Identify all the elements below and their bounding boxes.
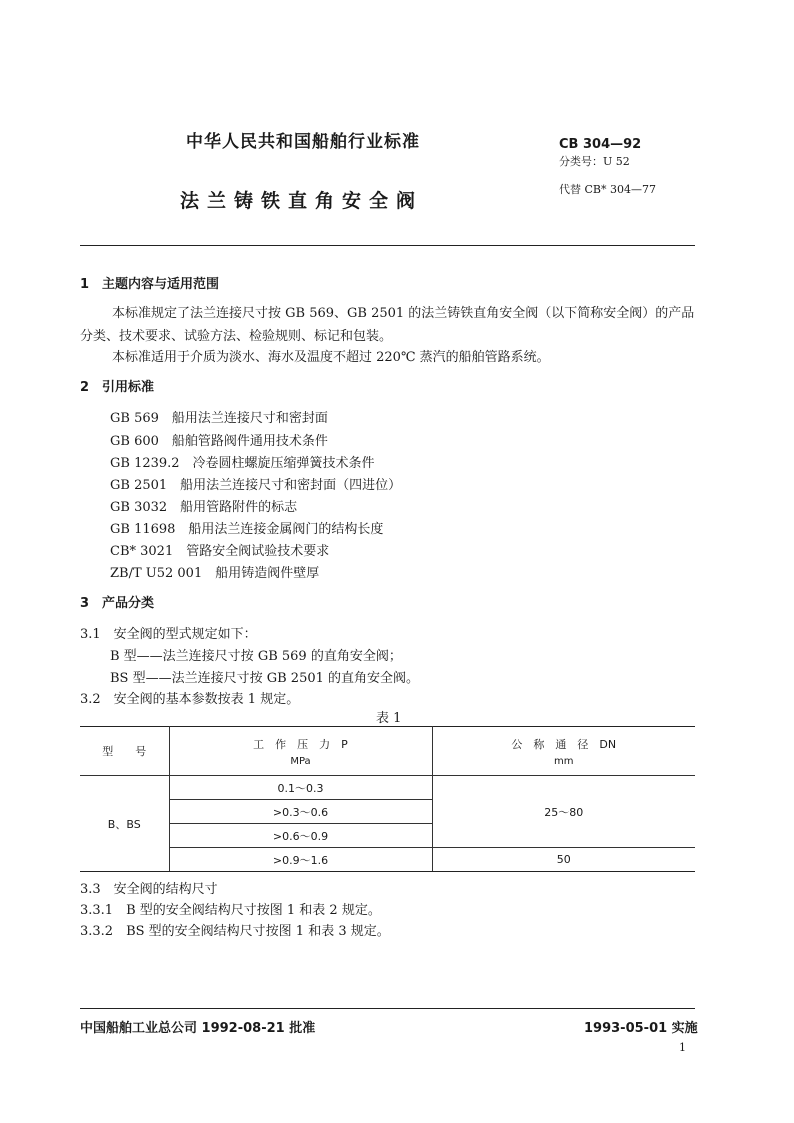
dn-cell (432, 848, 695, 872)
reference-item: GB 569 船用法兰连接尺寸和密封面 (110, 411, 328, 426)
clause-3-2: 3.2 安全阀的基本参数按表 1 规定。 (80, 692, 300, 707)
section-1-para1-line1: 本标准规定了法兰连接尺寸按 GB 569、GB 2501 的法兰铸铁直角安全阀（以下简称安全阀）的产品 (112, 306, 695, 321)
header-pressure (169, 727, 432, 776)
header-rule (80, 245, 695, 246)
clause-3-3: 3.3 安全阀的结构尺寸 (80, 882, 218, 897)
document-subtitle: 法兰铸铁直角安全阀 (180, 190, 424, 212)
clause-3-3-2: 3.3.2 BS 型的安全阀结构尺寸按图 1 和表 3 规定。 (80, 924, 390, 939)
header-pressure-unit: MPa (290, 755, 311, 767)
standard-code: CB 304—92 (559, 137, 642, 152)
clause-3-3-1: 3.3.1 B 型的安全阀结构尺寸按图 1 和表 2 规定。 (80, 903, 381, 918)
reference-item: GB 11698 船用法兰连接金属阀门的结构长度 (110, 522, 384, 537)
pressure-value: >0.9～1.6 (272, 853, 329, 867)
reference-item: GB 2501 船用法兰连接尺寸和密封面（四进位） (110, 478, 402, 493)
type-value: B、BS (107, 817, 141, 831)
effective-date: 1993-05-01 实施 (584, 1021, 698, 1036)
reference-item: GB 1239.2 冷卷圆柱螺旋压缩弹簧技术条件 (110, 456, 375, 471)
pressure-value: >0.3～0.6 (272, 805, 329, 819)
section-1-para2: 本标准适用于介质为淡水、海水及温度不超过 220℃ 蒸汽的船舶管路系统。 (112, 350, 550, 365)
table-header-row (80, 727, 695, 776)
clause-3-1-type-bs: BS 型——法兰连接尺寸按 GB 2501 的直角安全阀。 (110, 671, 420, 686)
header-dn-unit: mm (554, 755, 574, 767)
pressure-cell (169, 848, 432, 872)
dn-value: 50 (556, 853, 571, 866)
reference-item: GB 3032 船用管路附件的标志 (110, 500, 298, 515)
pressure-value: 0.1～0.3 (277, 781, 324, 795)
reference-item: GB 600 船舶管路阀件通用技术条件 (110, 434, 328, 449)
header-type (80, 727, 169, 776)
pressure-cell (169, 776, 432, 800)
header-dn-label: 公 称 通 径 DN (511, 737, 617, 751)
approval-statement: 中国船舶工业总公司 1992-08-21 批准 (80, 1021, 316, 1036)
pressure-cell (169, 824, 432, 848)
section-3-heading: 3 产品分类 (80, 596, 155, 611)
footer-rule (80, 1008, 695, 1009)
page-number: 1 (679, 1041, 686, 1054)
header-pressure-label: 工 作 压 力 P (253, 737, 348, 751)
section-1-para1-line2: 分类、技术要求、试验方法、检验规则、标记和包装。 (80, 329, 393, 344)
clause-3-1-type-b: B 型——法兰连接尺寸按 GB 569 的直角安全阀； (110, 649, 402, 664)
header-type-label: 型 号 (102, 745, 147, 758)
table-row (80, 848, 695, 872)
dn-cell (432, 776, 695, 848)
replaces-standard: 代替 CB* 304—77 (559, 183, 656, 196)
clause-3-1: 3.1 安全阀的型式规定如下： (80, 627, 257, 642)
pressure-cell (169, 800, 432, 824)
section-2-heading: 2 引用标准 (80, 380, 155, 395)
header-nominal-diameter (432, 727, 695, 776)
section-1-heading: 1 主题内容与适用范围 (80, 277, 220, 292)
reference-item: ZB/T U52 001 船用铸造阀件壁厚 (110, 566, 320, 581)
classification-number: 分类号：U 52 (559, 155, 630, 168)
standard-title: 中华人民共和国船舶行业标准 (186, 132, 420, 152)
table-1 (80, 726, 695, 872)
table-row (80, 776, 695, 800)
type-cell (80, 776, 169, 872)
table-1-caption: 表 1 (376, 711, 402, 726)
reference-item: CB* 3021 管路安全阀试验技术要求 (110, 544, 330, 559)
dn-value: 25～80 (544, 805, 584, 819)
pressure-value: >0.6～0.9 (272, 829, 329, 843)
